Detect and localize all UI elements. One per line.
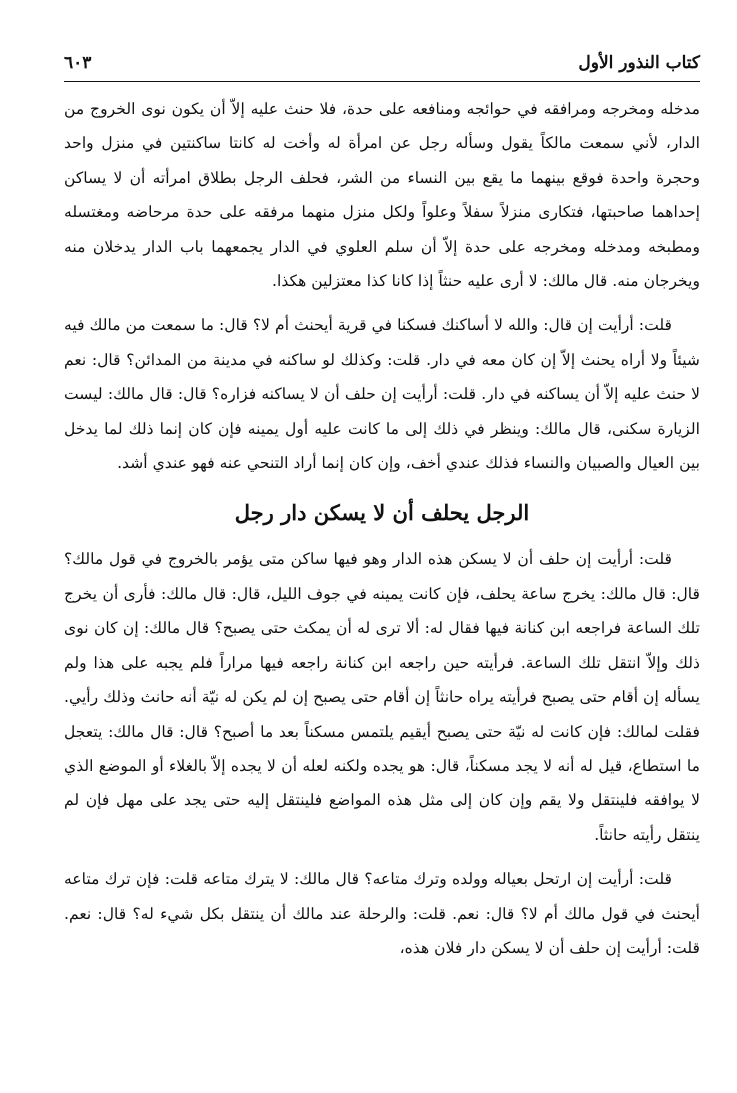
paragraph-continued: مدخله ومخرجه ومرافقه في حوائجه ومنافعه على حدة، فلا حنث عليه إلاّ أن يكون نوى الخروج من الدار، لأني سمعت مالكاً يقول وسأله رجل عن امرأة له وأخت له كانتا ساكنتين في منزل واحد وحجرة واحدة فوقع بينهما ما يقع بين النساء من الشر، فحلف الرجل بطلاق امرأته أن لا يساكن إحداهما صاحبتها، فتكارى منزلاً سفلاً وعلواً ولكل منزل منهما مرفقه على حدة مرحاضه ومغتسله ومطبخه ومدخله ومخرجه على حدة إلاّ أن سلم العلوي في الدار يجمعهما باب الدار يدخلان منه ويخرجان منه. قال مالك: لا أرى عليه حنثاً إذا كانا كذا معتزلين هكذا. (64, 100, 700, 291)
page-number: ٦٠٣ (64, 53, 92, 73)
paragraph-belongings: قلت: أرأيت إن ارتحل بعياله وولده وترك متاعه؟ قال مالك: لا يترك متاعه قلت: فإن ترك متاعه أيحنث في قول مالك أم لا؟ قال: نعم. قلت: والرحلة عند مالك أن ينتقل بكل شيء له؟ قال: نعم. قلت: أرأيت إن حلف أن لا يسكن دار فلان هذه، (64, 870, 700, 957)
paragraph-leave-house: قلت: أرأيت إن حلف أن لا يسكن هذه الدار وهو فيها ساكن متى يؤمر بالخروج في قول مالك؟ قال: قال مالك: يخرج ساعة يحلف، فإن كانت يمينه في جوف الليل، قال: قال مالك: فأرى أن يخرج تلك الساعة فراجعه ابن كنانة فيها فقال له: ألا ترى له أن يمكث حتى يصبح؟ قال مالك: إن كان نوى ذلك وإلاّ انتقل تلك الساعة. فرأيته حين راجعه ابن كنانة راجعه فيها مراراً فلم يجبه على هذا ولم يسأله إن أقام حتى يصبح فرأيته يراه حانثاً إن أقام حتى يصبح إن لم يكن له نيّة أنه حانث وذلك رأيي. فقلت لمالك: فإن كانت له نيّة حتى يصبح أيقيم يلتمس مسكناً بعد ما أصبح؟ قال: قال مالك: يتعجل ما استطاع، قيل له أنه لا يجد مسكناً، قال: هو يجده ولكنه لعله أن لا يجده إلاّ بالغلاء أو الموضع الذي لا يوافقه فلينتقل ولا يقم وإن كان إلى مثل هذه المواضع فلينتقل إليه حتى يجد على مهل فإن لم ينتقل رأيته حانثاً. (64, 550, 700, 844)
section-heading: الرجل يحلف أن لا يسكن دار رجل (234, 500, 530, 526)
running-header (64, 50, 700, 76)
paragraph-question-village: قلت: أرأيت إن قال: والله لا أساكنك فسكنا في قرية أيحنث أم لا؟ قال: ما سمعت من مالك فيه شيئاً ولا أراه يحنث إلاّ إن كان معه في دار. قلت: وكذلك لو ساكنه في مدينة من المدائن؟ قال: نعم لا حنث عليه إلاّ أن يساكنه في دار. قلت: أرأيت إن حلف أن لا يساكنه فزاره؟ قال: قال مالك: ليست الزيارة سكنى، قال مالك: وينظر في ذلك إلى ما كانت عليه أول يمينه فإن كان إنما ذلك لما يدخل بين العيال والصبيان والنساء فذلك عندي أخف، وإن كان إنما أراد التنحي عنه فهو عندي أشد. (64, 316, 700, 473)
body-text (64, 92, 700, 965)
chapter-title: كتاب النذور الأول (578, 53, 700, 73)
header-rule (64, 81, 700, 82)
